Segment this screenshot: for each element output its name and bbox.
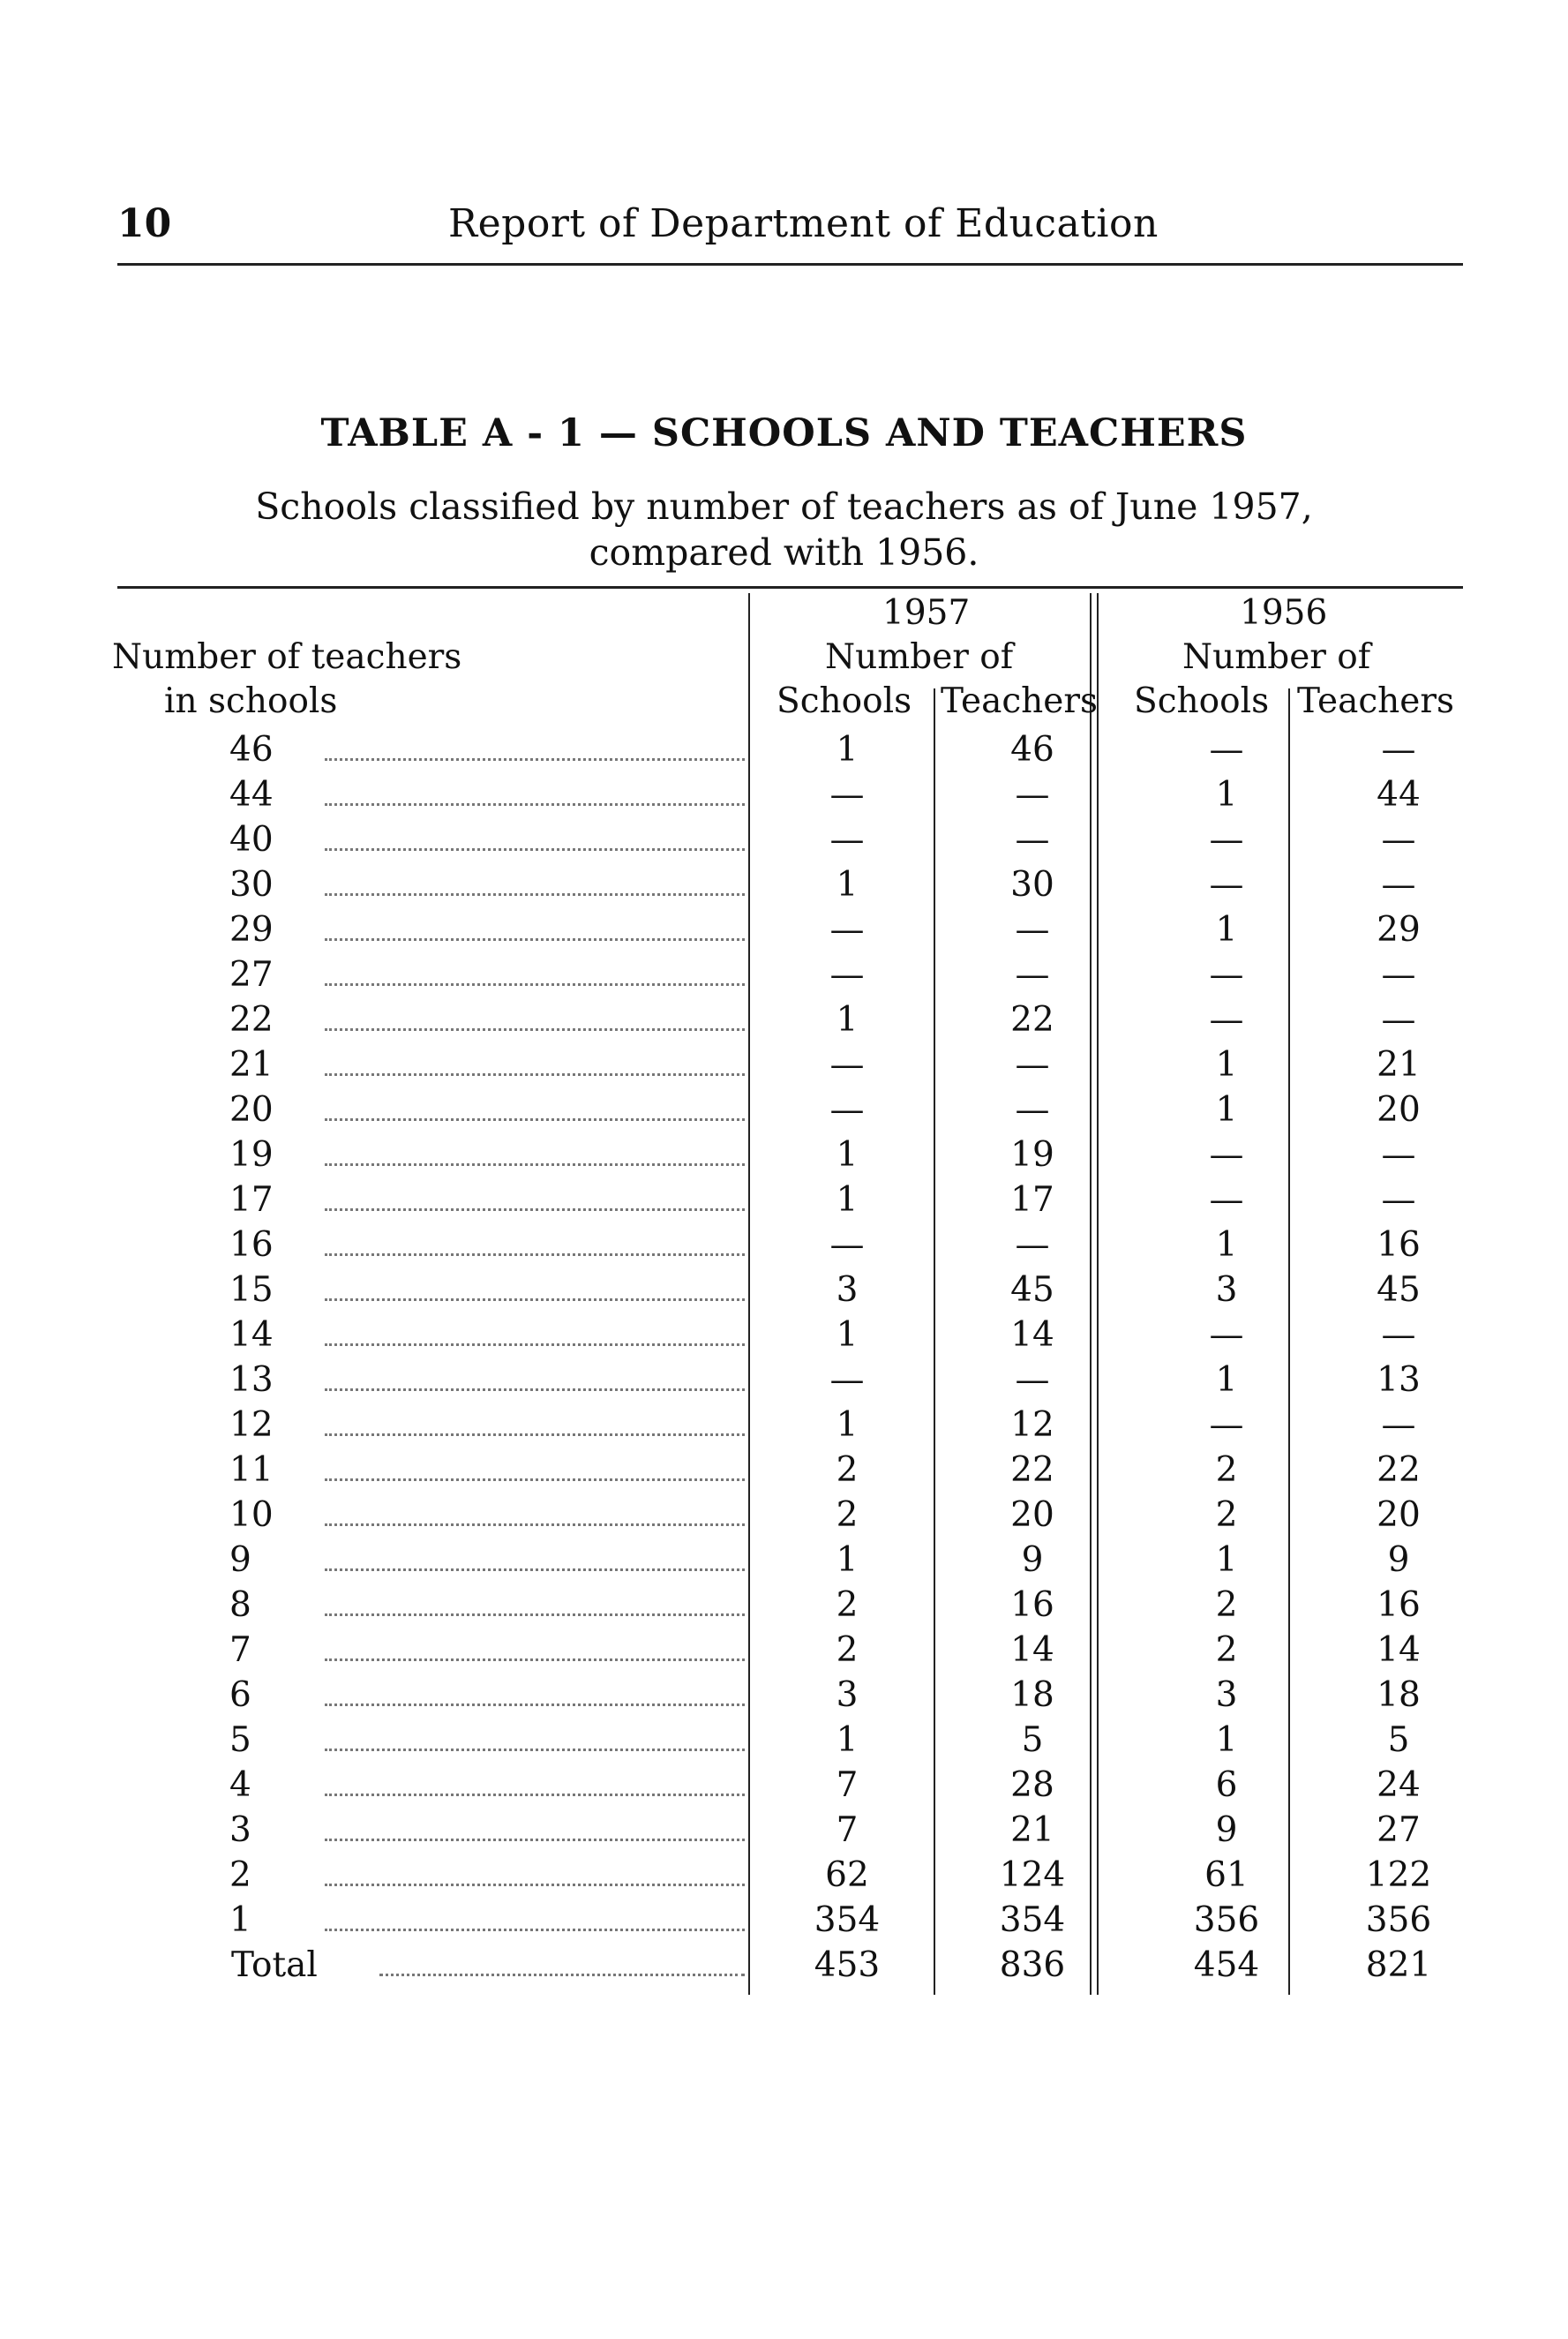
schools-1956-cell: — <box>1209 730 1244 770</box>
schools-1956-cell: 1 <box>1215 775 1238 815</box>
schools-1957-cell: 2 <box>836 1630 859 1670</box>
row-label: 22 <box>229 1000 274 1040</box>
table-row <box>0 1177 1568 1222</box>
table-row <box>0 1312 1568 1358</box>
schools-1957-cell: 2 <box>836 1450 859 1490</box>
schools-1957-cell: — <box>829 1225 865 1265</box>
table-row <box>0 1808 1568 1853</box>
stub-header-line1: Number of teachers <box>112 637 462 677</box>
dot-leader <box>325 1839 745 1841</box>
dot-leader <box>325 1749 745 1751</box>
schools-1956-cell: — <box>1209 1180 1244 1220</box>
dot-leader <box>325 983 745 986</box>
table-title: TABLE A - 1 — SCHOOLS AND TEACHERS <box>320 411 1248 455</box>
dot-leader <box>325 1028 745 1031</box>
schools-1956-cell: 1 <box>1215 1045 1238 1085</box>
schools-1957-cell: — <box>829 1045 865 1085</box>
teachers-1957-cell: 22 <box>1010 1000 1054 1040</box>
teachers-1956-cell: — <box>1381 1315 1416 1355</box>
schools-1957-cell: 1 <box>836 1315 859 1355</box>
dot-leader <box>325 1388 745 1391</box>
teachers-1957-cell: 14 <box>1010 1315 1054 1355</box>
teachers-1956-cell: 45 <box>1377 1270 1421 1310</box>
schools-1957-cell: 62 <box>825 1855 869 1895</box>
teachers-1957-cell: 9 <box>1021 1540 1044 1580</box>
dot-leader <box>325 758 745 761</box>
dot-leader <box>325 1658 745 1661</box>
table-row <box>0 1403 1568 1448</box>
schools-1957-cell: — <box>829 1090 865 1130</box>
teachers-1957-cell: — <box>1015 820 1050 860</box>
teachers-1957-cell: 354 <box>999 1900 1066 1940</box>
row-label: 29 <box>229 910 274 950</box>
table-row <box>0 1358 1568 1403</box>
table-row <box>0 1628 1568 1673</box>
table-row <box>0 727 1568 772</box>
dot-leader <box>325 1523 745 1526</box>
teachers-1956-cell: 821 <box>1365 1945 1432 1985</box>
schools-1957-cell: 1 <box>836 1720 859 1760</box>
table-row <box>0 1087 1568 1132</box>
row-label: 5 <box>229 1720 251 1760</box>
row-label: 14 <box>229 1315 274 1355</box>
running-head: Report of Department of Education <box>448 201 1159 246</box>
row-label: 21 <box>229 1045 274 1085</box>
row-label: 3 <box>229 1810 251 1850</box>
schools-1957-cell: 7 <box>836 1765 859 1805</box>
teachers-1956-cell: 16 <box>1377 1225 1421 1265</box>
table-row <box>0 952 1568 997</box>
schools-1956-cell: 1 <box>1215 910 1238 950</box>
dot-leader <box>379 1974 745 1976</box>
teachers-1957-cell: 17 <box>1010 1180 1054 1220</box>
teachers-1956-cell: — <box>1381 955 1416 995</box>
teachers-1956-cell: 9 <box>1387 1540 1410 1580</box>
schools-1957-cell: 1 <box>836 865 859 905</box>
teachers-1956-cell: 16 <box>1377 1585 1421 1625</box>
table-row <box>0 1853 1568 1898</box>
teachers-1957-cell: 5 <box>1021 1720 1044 1760</box>
row-label: 30 <box>229 865 274 905</box>
table-row <box>0 1763 1568 1808</box>
schools-1956-header: Schools <box>1134 681 1270 721</box>
teachers-1957-cell: — <box>1015 1090 1050 1130</box>
teachers-1957-cell: — <box>1015 775 1050 815</box>
teachers-1957-cell: — <box>1015 1360 1050 1400</box>
number-of-1956-header: Number of <box>1182 637 1371 677</box>
teachers-1956-cell: — <box>1381 1405 1416 1445</box>
teachers-1956-cell: 24 <box>1377 1765 1421 1805</box>
table-row <box>0 1673 1568 1718</box>
dot-leader <box>325 1298 745 1301</box>
teachers-1957-cell: 18 <box>1010 1675 1054 1715</box>
dot-leader <box>325 1253 745 1256</box>
row-label: 40 <box>229 820 274 860</box>
schools-1957-cell: 1 <box>836 1540 859 1580</box>
row-label: 17 <box>229 1180 274 1220</box>
dot-leader <box>325 1884 745 1886</box>
teachers-1956-cell: 44 <box>1377 775 1421 815</box>
teachers-1956-cell: — <box>1381 1135 1416 1175</box>
schools-1957-cell: — <box>829 1360 865 1400</box>
teachers-1956-cell: 27 <box>1377 1810 1421 1850</box>
teachers-1956-cell: — <box>1381 865 1416 905</box>
schools-1957-cell: — <box>829 955 865 995</box>
teachers-1957-cell: 46 <box>1010 730 1054 770</box>
teachers-1956-cell: — <box>1381 1180 1416 1220</box>
teachers-1957-cell: 14 <box>1010 1630 1054 1670</box>
table-row <box>0 1042 1568 1087</box>
schools-1957-cell: 354 <box>814 1900 881 1940</box>
dot-leader <box>325 1478 745 1481</box>
teachers-1957-cell: 124 <box>999 1855 1066 1895</box>
table-row <box>0 1222 1568 1267</box>
page-number: 10 <box>117 201 172 246</box>
schools-1956-cell: 2 <box>1215 1630 1238 1670</box>
schools-1957-cell: 1 <box>836 1135 859 1175</box>
row-label: 8 <box>229 1585 251 1625</box>
row-label: 11 <box>229 1450 274 1490</box>
teachers-1956-cell: 21 <box>1377 1045 1421 1085</box>
table-row <box>0 817 1568 862</box>
schools-1957-cell: 1 <box>836 1405 859 1445</box>
schools-1956-cell: — <box>1209 1000 1244 1040</box>
teachers-1957-cell: 22 <box>1010 1450 1054 1490</box>
schools-1957-cell: 2 <box>836 1495 859 1535</box>
row-label: 2 <box>229 1855 251 1895</box>
schools-1956-cell: — <box>1209 865 1244 905</box>
teachers-1957-cell: 19 <box>1010 1135 1054 1175</box>
table-row <box>0 862 1568 907</box>
teachers-1957-cell: 45 <box>1010 1270 1054 1310</box>
schools-1956-cell: 2 <box>1215 1450 1238 1490</box>
dot-leader <box>325 1794 745 1796</box>
dot-leader <box>325 803 745 806</box>
number-of-1957-header: Number of <box>825 637 1014 677</box>
table-subtitle-line1: Schools classified by number of teachers as of June 1957, <box>255 485 1313 528</box>
table-row <box>0 1493 1568 1538</box>
teachers-1956-cell: 356 <box>1365 1900 1432 1940</box>
dot-leader <box>325 1163 745 1166</box>
teachers-1956-header: Teachers <box>1297 681 1455 721</box>
table-row <box>0 1898 1568 1943</box>
table-row <box>0 997 1568 1042</box>
row-label: 44 <box>229 775 274 815</box>
row-label: 16 <box>229 1225 274 1265</box>
teachers-1956-cell: — <box>1381 820 1416 860</box>
table-row <box>0 1718 1568 1763</box>
table-row <box>0 1583 1568 1628</box>
teachers-1956-cell: 5 <box>1387 1720 1410 1760</box>
schools-1956-cell: — <box>1209 955 1244 995</box>
schools-1956-cell: 1 <box>1215 1540 1238 1580</box>
schools-1956-cell: — <box>1209 1315 1244 1355</box>
teachers-1957-cell: — <box>1015 910 1050 950</box>
teachers-1956-cell: 13 <box>1377 1360 1421 1400</box>
schools-1956-cell: 6 <box>1215 1765 1238 1805</box>
dot-leader <box>325 1073 745 1076</box>
schools-1956-cell: — <box>1209 1135 1244 1175</box>
row-label: 19 <box>229 1135 274 1175</box>
table-subtitle-line2: compared with 1956. <box>589 531 979 574</box>
teachers-1956-cell: 22 <box>1377 1450 1421 1490</box>
teachers-1957-cell: 30 <box>1010 865 1054 905</box>
schools-1956-cell: 356 <box>1193 1900 1260 1940</box>
table-row <box>0 1448 1568 1493</box>
row-label: 27 <box>229 955 274 995</box>
row-label: 20 <box>229 1090 274 1130</box>
row-label: 4 <box>229 1765 251 1805</box>
row-label: 9 <box>229 1540 251 1580</box>
schools-1957-cell: 1 <box>836 730 859 770</box>
teachers-1957-cell: 28 <box>1010 1765 1054 1805</box>
table-row <box>0 1538 1568 1583</box>
schools-1957-cell: 2 <box>836 1585 859 1625</box>
teachers-1957-cell: — <box>1015 1045 1050 1085</box>
teachers-1956-cell: 29 <box>1377 910 1421 950</box>
row-label: 1 <box>229 1900 251 1940</box>
stub-header-line2: in schools <box>164 681 338 721</box>
year-1957-header: 1957 <box>882 593 971 633</box>
dot-leader <box>325 1433 745 1436</box>
teachers-1956-cell: 18 <box>1377 1675 1421 1715</box>
teachers-1956-cell: 122 <box>1365 1855 1432 1895</box>
dot-leader <box>325 938 745 941</box>
schools-1956-cell: 3 <box>1215 1270 1238 1310</box>
schools-1956-cell: 3 <box>1215 1675 1238 1715</box>
row-label: 10 <box>229 1495 274 1535</box>
schools-1956-cell: 9 <box>1215 1810 1238 1850</box>
table-row <box>0 907 1568 952</box>
schools-1956-cell: — <box>1209 1405 1244 1445</box>
row-label: 7 <box>229 1630 251 1670</box>
row-label: 12 <box>229 1405 274 1445</box>
teachers-1956-cell: 20 <box>1377 1495 1421 1535</box>
table-row <box>0 1132 1568 1177</box>
teachers-1957-header: Teachers <box>941 681 1099 721</box>
teachers-1957-cell: 12 <box>1010 1405 1054 1445</box>
teachers-1957-cell: 836 <box>999 1945 1066 1985</box>
row-label: 46 <box>229 730 274 770</box>
dot-leader <box>325 1568 745 1571</box>
schools-1957-cell: — <box>829 910 865 950</box>
row-label: 15 <box>229 1270 274 1310</box>
row-label: 6 <box>229 1675 251 1715</box>
schools-1956-cell: 1 <box>1215 1720 1238 1760</box>
schools-1957-cell: 3 <box>836 1675 859 1715</box>
table-row <box>0 1267 1568 1312</box>
teachers-1957-cell: 21 <box>1010 1810 1054 1850</box>
schools-1957-cell: 1 <box>836 1180 859 1220</box>
schools-1956-cell: 61 <box>1204 1855 1249 1895</box>
schools-1956-cell: 2 <box>1215 1495 1238 1535</box>
teachers-1956-cell: 14 <box>1377 1630 1421 1670</box>
schools-1956-cell: 1 <box>1215 1360 1238 1400</box>
schools-1956-cell: 2 <box>1215 1585 1238 1625</box>
year-1956-header: 1956 <box>1240 593 1328 633</box>
schools-1957-cell: 7 <box>836 1810 859 1850</box>
table-row <box>0 772 1568 817</box>
teachers-1957-cell: 20 <box>1010 1495 1054 1535</box>
schools-1957-cell: 453 <box>814 1945 881 1985</box>
row-label: 13 <box>229 1360 274 1400</box>
dot-leader <box>325 848 745 851</box>
teachers-1957-cell: — <box>1015 955 1050 995</box>
schools-1956-cell: 1 <box>1215 1225 1238 1265</box>
schools-1957-header: Schools <box>776 681 912 721</box>
schools-1956-cell: 454 <box>1193 1945 1260 1985</box>
teachers-1956-cell: — <box>1381 730 1416 770</box>
dot-leader <box>325 1613 745 1616</box>
teachers-1956-cell: 20 <box>1377 1090 1421 1130</box>
total-row <box>0 1943 1568 1988</box>
teachers-1957-cell: — <box>1015 1225 1050 1265</box>
dot-leader <box>325 1118 745 1121</box>
dot-leader <box>325 1929 745 1931</box>
dot-leader <box>325 1343 745 1346</box>
schools-1957-cell: — <box>829 820 865 860</box>
schools-1956-cell: — <box>1209 820 1244 860</box>
teachers-1956-cell: — <box>1381 1000 1416 1040</box>
schools-1956-cell: 1 <box>1215 1090 1238 1130</box>
teachers-1957-cell: 16 <box>1010 1585 1054 1625</box>
row-label: Total <box>231 1945 318 1985</box>
dot-leader <box>325 893 745 896</box>
schools-1957-cell: — <box>829 775 865 815</box>
schools-1957-cell: 3 <box>836 1270 859 1310</box>
dot-leader <box>325 1703 745 1706</box>
dot-leader <box>325 1208 745 1211</box>
schools-1957-cell: 1 <box>836 1000 859 1040</box>
